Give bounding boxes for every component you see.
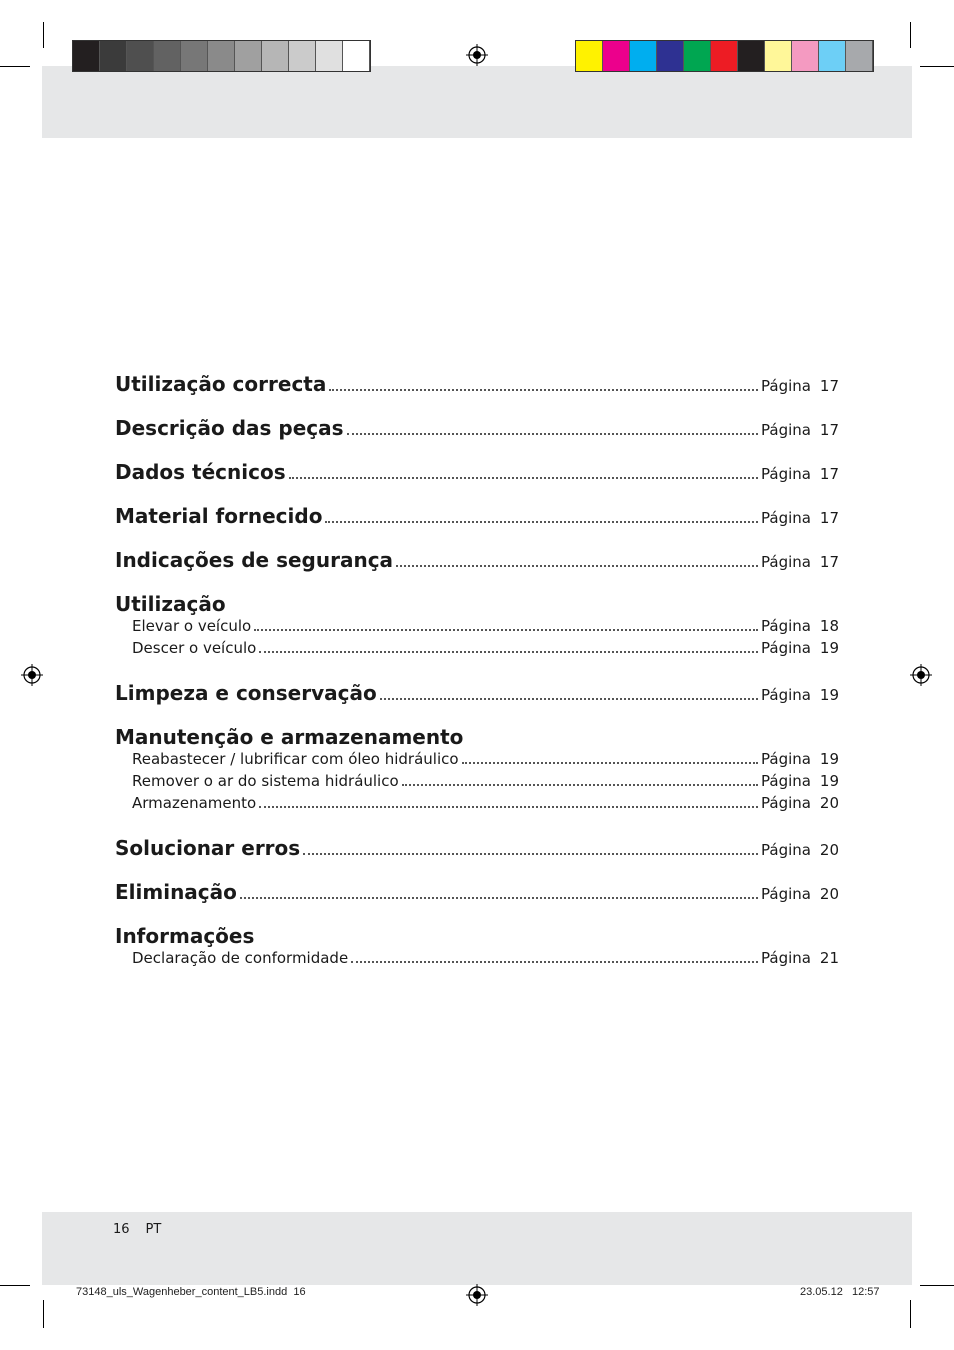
- slug-filename: 73148_uls_Wagenheber_content_LB5.indd: [76, 1286, 288, 1298]
- page-word: Página: [761, 772, 811, 790]
- toc-title: Utilização correcta: [115, 372, 327, 396]
- grayscale-color-bar: [72, 40, 371, 72]
- leader-dots: [351, 961, 758, 963]
- slug-page: 16: [293, 1286, 306, 1298]
- page-word: Página: [761, 885, 811, 903]
- color-swatch: [603, 41, 630, 71]
- gray-swatch: [289, 41, 316, 71]
- page-word: Página: [761, 421, 811, 439]
- toc-subtitle: Elevar o veículo: [132, 617, 252, 635]
- toc-title: Dados técnicos: [115, 460, 286, 484]
- page-number: 17: [819, 553, 839, 571]
- toc-subentry[interactable]: [115, 772, 839, 794]
- gray-swatch: [208, 41, 235, 71]
- footer-language: PT: [145, 1222, 162, 1237]
- registration-mark-icon: [466, 44, 488, 66]
- toc-subtitle: Armazenamento: [132, 794, 257, 812]
- gray-swatch: [343, 41, 370, 71]
- toc-section-heading[interactable]: Utilização: [115, 592, 226, 616]
- leader-dots: [462, 762, 759, 764]
- toc-entry[interactable]: [115, 460, 839, 504]
- toc-subentry[interactable]: [115, 949, 839, 971]
- color-swatch: [846, 41, 873, 71]
- toc-entry[interactable]: [115, 372, 839, 416]
- color-swatch: [819, 41, 846, 71]
- footer-page-number: 16: [113, 1222, 130, 1237]
- toc-section-heading[interactable]: Informações: [115, 924, 255, 948]
- page-word: Página: [761, 841, 811, 859]
- leader-dots: [347, 433, 759, 435]
- leader-dots: [380, 698, 758, 700]
- page-word: Página: [761, 794, 811, 812]
- page-word: Página: [761, 750, 811, 768]
- leader-dots: [325, 521, 758, 523]
- color-swatch: [576, 41, 603, 71]
- gray-swatch: [262, 41, 289, 71]
- color-swatch: [765, 41, 792, 71]
- color-swatch: [792, 41, 819, 71]
- leader-dots: [303, 853, 758, 855]
- toc-subentry[interactable]: [115, 639, 839, 661]
- page-number: 20: [819, 841, 839, 859]
- page-word: Página: [761, 639, 811, 657]
- toc-title: Indicações de segurança: [115, 548, 394, 572]
- print-slug-file: [76, 1286, 306, 1298]
- leader-dots: [402, 784, 758, 786]
- page-word: Página: [761, 949, 811, 967]
- page-number: 20: [819, 885, 839, 903]
- page-number: 19: [819, 772, 839, 790]
- page-number: 19: [819, 639, 839, 657]
- leader-dots: [240, 897, 758, 899]
- page-number: 17: [819, 421, 839, 439]
- gray-swatch: [316, 41, 343, 71]
- gray-swatch: [73, 41, 100, 71]
- gray-swatch: [127, 41, 154, 71]
- toc-entry[interactable]: [115, 681, 839, 725]
- toc-entry[interactable]: [115, 836, 839, 880]
- page-number: 17: [819, 465, 839, 483]
- leader-dots: [289, 477, 758, 479]
- page-number: 21: [819, 949, 839, 967]
- color-swatch: [711, 41, 738, 71]
- toc-subtitle: Reabastecer / lubrificar com óleo hidráulico: [132, 750, 459, 768]
- leader-dots: [254, 629, 758, 631]
- toc-entry[interactable]: [115, 504, 839, 548]
- gray-swatch: [235, 41, 262, 71]
- page-number: 18: [819, 617, 839, 635]
- page-number: 17: [819, 377, 839, 395]
- toc-subtitle: Descer o veículo: [132, 639, 257, 657]
- toc-title: Limpeza e conservação: [115, 681, 377, 705]
- toc-entry[interactable]: [115, 548, 839, 592]
- gray-swatch: [181, 41, 208, 71]
- color-swatch: [684, 41, 711, 71]
- color-swatch: [657, 41, 684, 71]
- page-number: 19: [819, 750, 839, 768]
- leader-dots: [396, 565, 758, 567]
- table-of-contents: [115, 372, 839, 971]
- toc-title: Descrição das peças: [115, 416, 344, 440]
- leader-dots: [259, 651, 758, 653]
- toc-subentry[interactable]: [115, 794, 839, 816]
- color-swatch: [738, 41, 765, 71]
- toc-title: Solucionar erros: [115, 836, 301, 860]
- toc-subentry[interactable]: [115, 617, 839, 639]
- page-word: Página: [761, 509, 811, 527]
- color-swatch: [630, 41, 657, 71]
- header-band: [42, 66, 912, 138]
- slug-time: 12:57: [852, 1286, 880, 1298]
- page-word: Página: [761, 617, 811, 635]
- page-number: 17: [819, 509, 839, 527]
- gray-swatch: [100, 41, 127, 71]
- toc-entry[interactable]: [115, 416, 839, 460]
- leader-dots: [259, 806, 758, 808]
- page-footer: [113, 1222, 177, 1237]
- page-word: Página: [761, 377, 811, 395]
- registration-mark-icon: [466, 1284, 488, 1306]
- slug-date: 23.05.12: [800, 1286, 843, 1298]
- page-number: 20: [819, 794, 839, 812]
- page-word: Página: [761, 553, 811, 571]
- toc-title: Material fornecido: [115, 504, 323, 528]
- toc-section-heading[interactable]: Manutenção e armazenamento: [115, 725, 464, 749]
- toc-subentry[interactable]: [115, 750, 839, 772]
- gray-swatch: [154, 41, 181, 71]
- leader-dots: [329, 389, 758, 391]
- page-word: Página: [761, 686, 811, 704]
- print-slug-date: [800, 1286, 880, 1298]
- toc-subtitle: Declaração de conformidade: [132, 949, 349, 967]
- page-number: 19: [819, 686, 839, 704]
- process-color-bar: [575, 40, 874, 72]
- registration-mark-icon: [21, 664, 43, 686]
- page-word: Página: [761, 465, 811, 483]
- registration-mark-icon: [910, 664, 932, 686]
- toc-subtitle: Remover o ar do sistema hidráulico: [132, 772, 399, 790]
- toc-entry[interactable]: [115, 880, 839, 924]
- toc-title: Eliminação: [115, 880, 237, 904]
